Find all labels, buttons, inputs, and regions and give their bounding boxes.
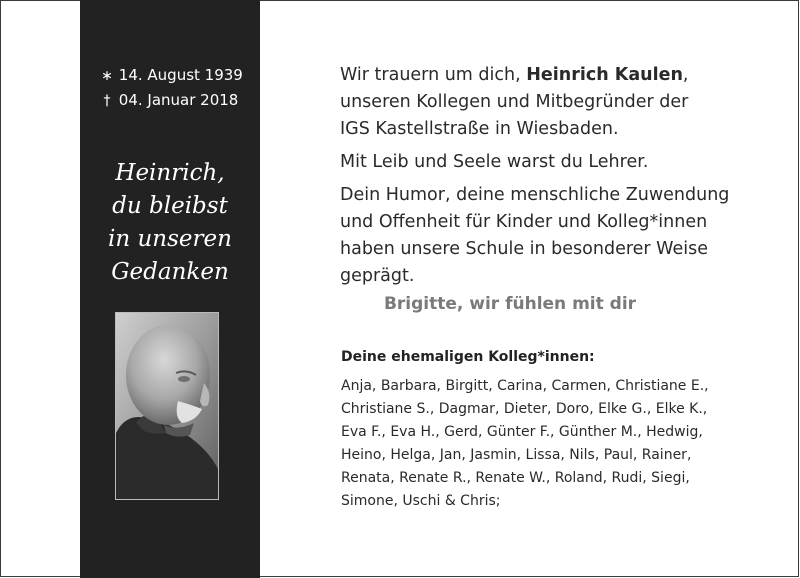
birth-date-line bbox=[100, 63, 245, 88]
death-date-line bbox=[100, 88, 245, 113]
signers-heading: Deine ehemaligen Kolleg*innen: bbox=[341, 349, 595, 365]
humor-line: geprägt. bbox=[340, 266, 415, 286]
signers-line: Renata, Renate R., Renate W., Roland, Rudi, Siegi, bbox=[341, 470, 690, 486]
motto-line: Gedanken bbox=[111, 259, 229, 285]
intro-lead: Wir trauern um dich, bbox=[340, 65, 527, 85]
humor-line: Dein Humor, deine menschliche Zuwendung bbox=[340, 185, 730, 205]
signers-line: Eva F., Eva H., Gerd, Günter F., Günther M., Hedwig, bbox=[341, 424, 703, 440]
motto-line: du bleibst bbox=[112, 193, 228, 219]
intro-line-1 bbox=[340, 62, 780, 89]
intro-line-3: IGS Kastellstraße in Wiesbaden. bbox=[340, 119, 619, 139]
tribute-text bbox=[340, 62, 780, 290]
life-dates bbox=[100, 63, 245, 113]
birth-date: 14. August 1939 bbox=[118, 66, 243, 84]
death-date: 04. Januar 2018 bbox=[118, 91, 239, 109]
memorial-motto bbox=[82, 157, 258, 289]
signers-line: Simone, Uschi & Chris; bbox=[341, 493, 501, 509]
signers-list bbox=[341, 375, 741, 513]
humor-line: und Offenheit für Kinder und Kolleg*innen bbox=[340, 212, 708, 232]
birth-star-icon: ∗ bbox=[101, 68, 113, 84]
deceased-name: Heinrich Kaulen bbox=[526, 65, 683, 85]
death-cross-icon: † bbox=[103, 93, 111, 109]
condolence-line: Brigitte, wir fühlen mit dir bbox=[383, 294, 637, 314]
teacher-sentence bbox=[340, 149, 780, 176]
intro-line-2: unseren Kollegen und Mitbegründer der bbox=[340, 92, 689, 112]
signers-line: Anja, Barbara, Birgitt, Carina, Carmen, Christiane E., bbox=[341, 378, 709, 394]
humor-paragraph bbox=[340, 182, 780, 290]
intro-comma: , bbox=[682, 65, 689, 85]
humor-line: haben unsere Schule in besonderer Weise bbox=[340, 239, 708, 259]
motto-line: Heinrich, bbox=[115, 160, 225, 186]
signers-line: Christiane S., Dagmar, Dieter, Doro, Elke G., Elke K., bbox=[341, 401, 708, 417]
motto-line: in unseren bbox=[108, 226, 232, 252]
portrait-illustration bbox=[116, 313, 219, 500]
portrait-photo bbox=[115, 312, 219, 500]
teacher-sentence-text: Mit Leib und Seele warst du Lehrer. bbox=[340, 152, 649, 172]
signers-line: Heino, Helga, Jan, Jasmin, Lissa, Nils, Paul, Rainer, bbox=[341, 447, 692, 463]
intro-paragraph bbox=[340, 62, 780, 143]
